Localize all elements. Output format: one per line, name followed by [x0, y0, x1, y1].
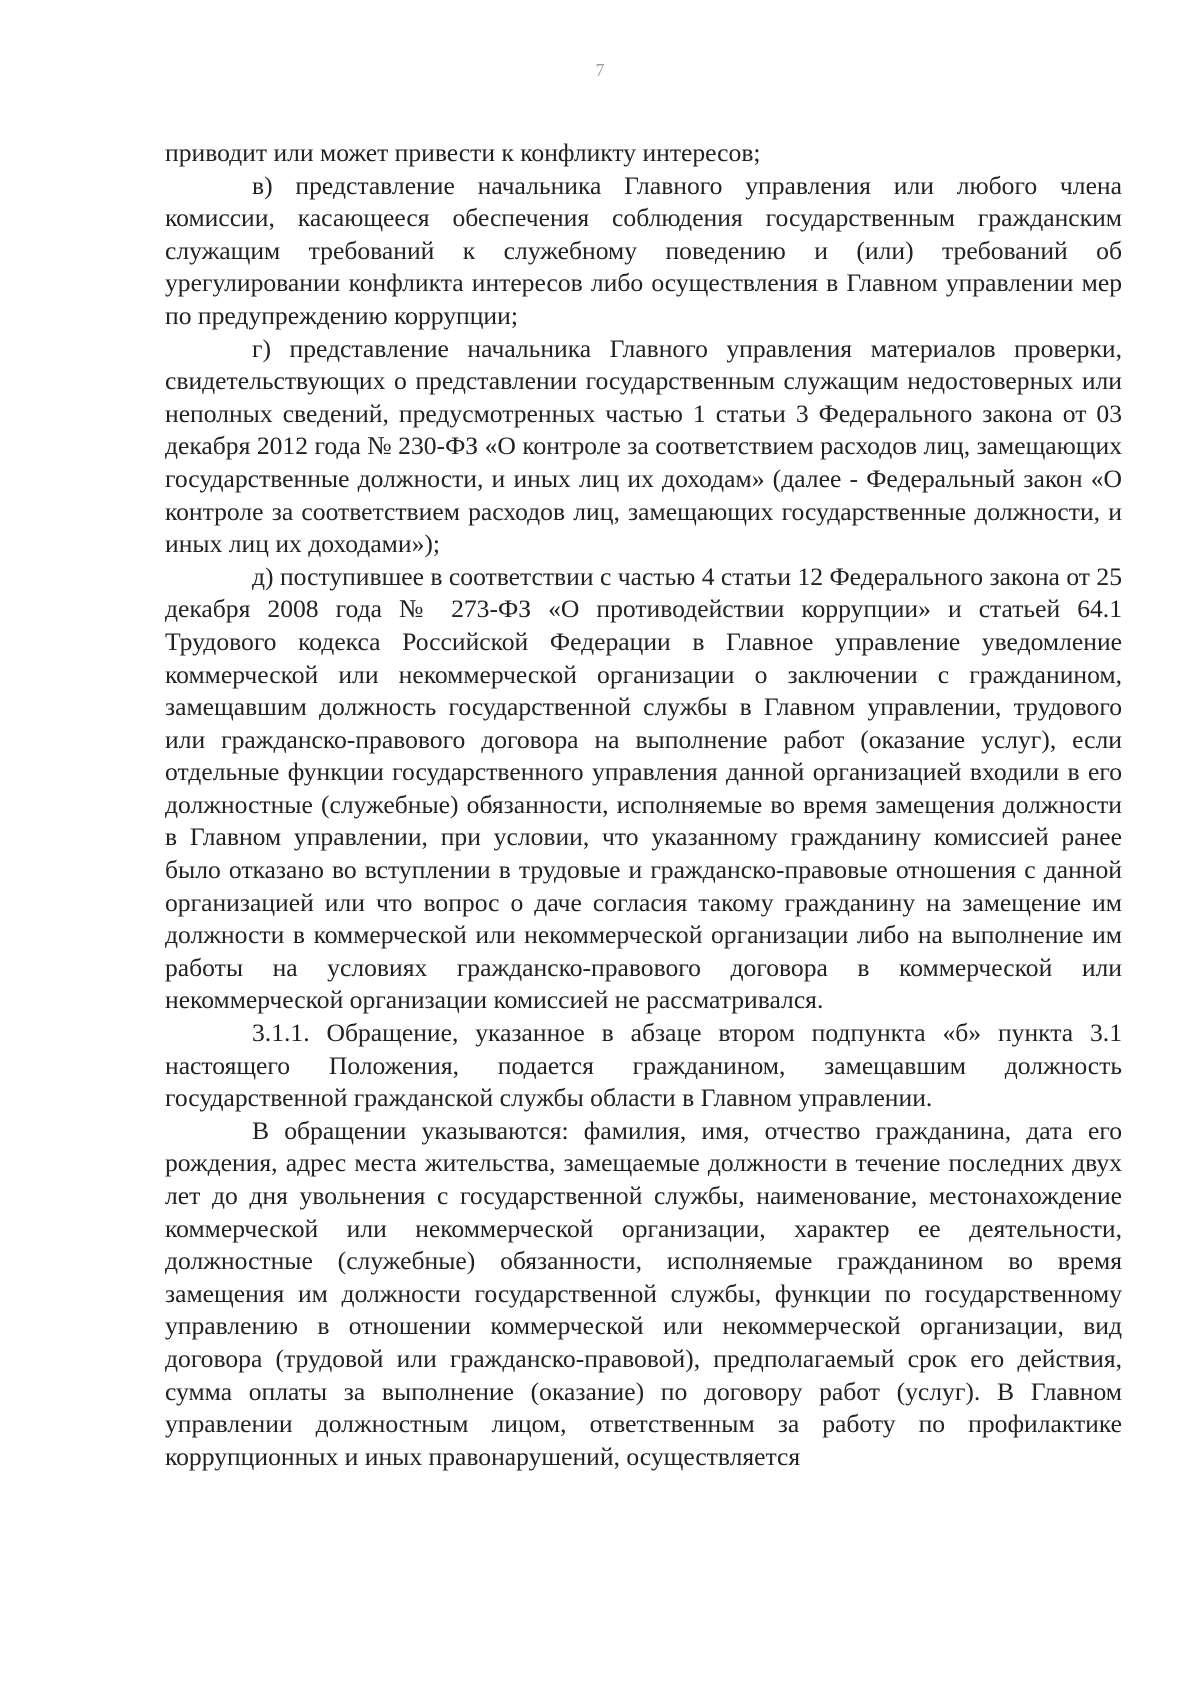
- paragraph-item-g: г) представление начальника Главного управления материалов проверки, свидетельствующих о представлении государственным служащим недостоверных или неполных сведений, предусмотренных частью 1 статьи 3 Федерального закона от 03 декабря 2012 года № 230-ФЗ «О контроле за соответствием расходов лиц, замещающих государственные должности, и иных лиц их доходам» (далее - Федеральный закон «О контроле за соответствием расходов лиц, замещающих государственные должности, и иных лиц их доходами»);: [165, 333, 1122, 559]
- page-number: 7: [595, 60, 605, 80]
- paragraph-item-v: в) представление начальника Главного управления или любого члена комиссии, касающееся обеспечения соблюдения государственным гражданским служащим требований к служебному поведению и (или) требований об урегулировании конфликта интересов либо осуществления в Главном управлении мер по предупреждению коррупции;: [165, 170, 1122, 330]
- paragraph-3-1-1: 3.1.1. Обращение, указанное в абзаце втором подпункта «б» пункта 3.1 настоящего Положения, подается гражданином, замещавшим должность государственной гражданской службы области в Главном управлении.: [165, 1018, 1122, 1113]
- paragraph-continuation: приводит или может привести к конфликту интересов;: [165, 138, 761, 167]
- document-body: [165, 137, 1122, 1473]
- paragraph-appeal-contents: В обращении указываются: фамилия, имя, отчество гражданина, дата его рождения, адрес места жительства, замещаемые должности в течение последних двух лет до дня увольнения с государственной службы, наименование, местонахождение коммерческой или некоммерческой организации, характер ее деятельности, должностные (служебные) обязанности, исполняемые гражданином во время замещения им должности государственной службы, функции по государственному управлению в отношении коммерческой или некоммерческой организации, вид договора (трудовой или гражданско-правовой), предполагаемый срок его действия, сумма оплаты за выполнение (оказание) по договору работ (услуг). В Главном управлении должностным лицом, ответственным за работу по профилактике коррупционных и иных правонарушений, осуществляется: [165, 1115, 1122, 1471]
- paragraph-item-d: д) поступившее в соответствии с частью 4 статьи 12 Федерального закона от 25 декабря 2008 года № 273-ФЗ «О противодействии коррупции» и статьей 64.1 Трудового кодекса Российской Федерации в Главное управление уведомление коммерческой или некоммерческой организации о заключении с гражданином, замещавшим должность государственной службы в Главном управлении, трудового или гражданско-правового договора на выполнение работ (оказание услуг), если отдельные функции государственного управления данной организацией входили в его должностные (служебные) обязанности, исполняемые во время замещения должности в Главном управлении, при условии, что указанному гражданину комиссией ранее было отказано во вступлении в трудовые и гражданско-правовые отношения с данной организацией или что вопрос о даче согласия такому гражданину на замещение им должности в коммерческой или некоммерческой организации либо на выполнение им работы на условиях гражданско-правового договора в коммерческой или некоммерческой организации комиссией не рассматривался.: [165, 561, 1122, 1015]
